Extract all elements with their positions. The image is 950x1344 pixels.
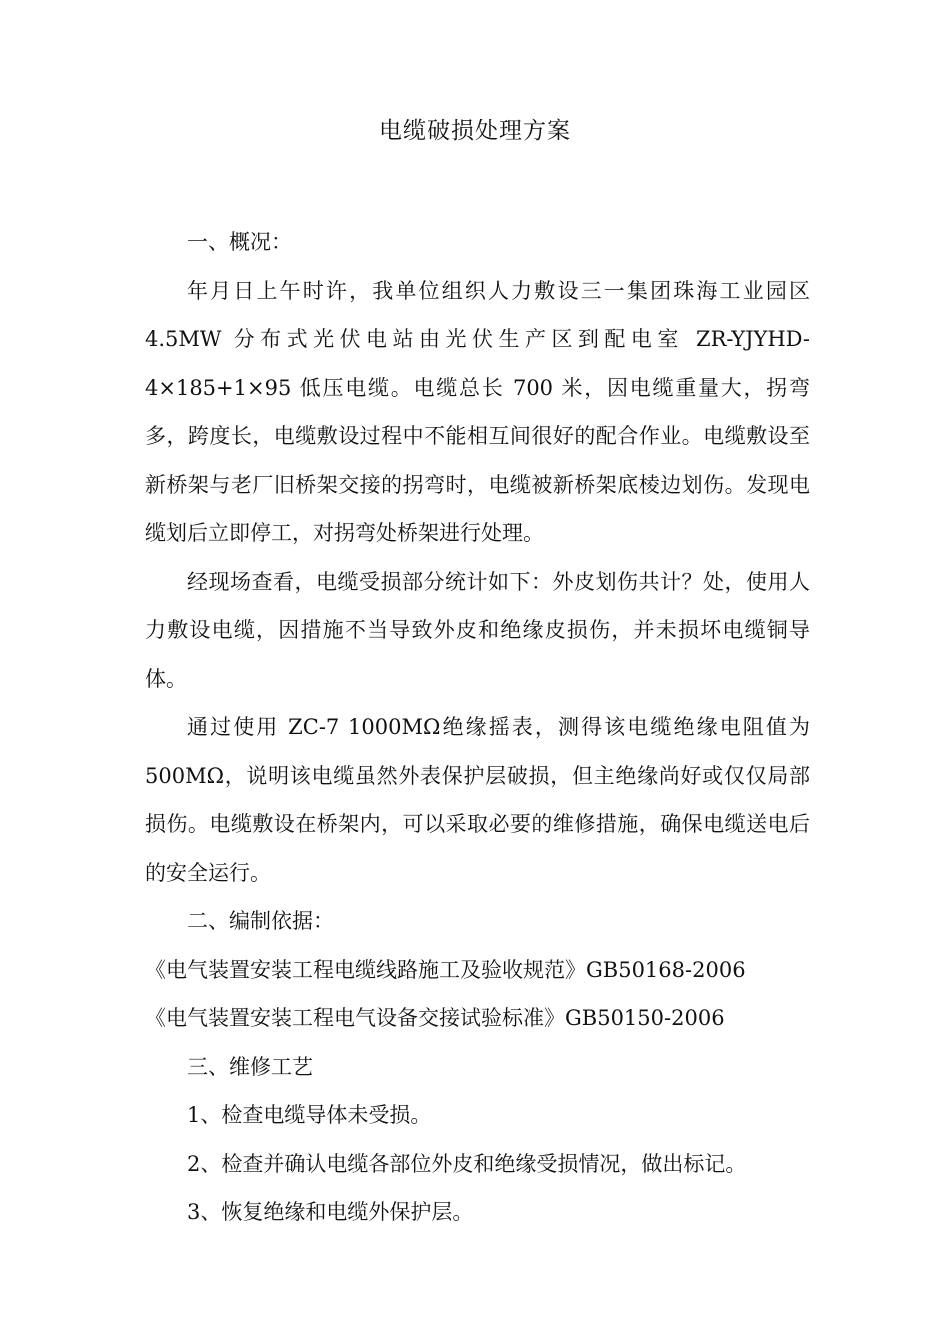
- overview-paragraph: 年月日上午时许，我单位组织人力敷设三一集团珠海工业园区 4.5MW 分布式光伏电站由光伏生产区到配电室 ZR-YJYHD-4×185+1×95 低压电缆。电缆总长 700 米，因电缆重量大，拐弯多，跨度长，电缆敷设过程中不能相互间很好的配合作业。电缆敷设至新桥架与老厂旧桥架交接的拐弯时，电缆被新桥架底棱边划伤。发现电缆划后立即停工，对拐弯处桥架进行处理。: [145, 278, 810, 545]
- reference-standard: 《电气装置安装工程电缆线路施工及验收规范》GB50168-2006: [145, 957, 746, 982]
- process-step: 1、检查电缆导体未受损。: [187, 1103, 432, 1127]
- process-step: 2、检查并确认电缆各部位外皮和绝缘受损情况，做出标记。: [187, 1151, 747, 1176]
- document-body: [145, 218, 810, 1237]
- section-heading-basis: 二、编制依据：: [187, 909, 334, 933]
- reference-standard: 《电气装置安装工程电气设备交接试验标准》GB50150-2006: [145, 1006, 725, 1030]
- section-heading-overview: 一、概况：: [187, 230, 292, 254]
- overview-paragraph: 经现场查看，电缆受损部分统计如下：外皮划伤共计？处，使用人力敷设电缆，因措施不当导致外皮和绝缘皮损伤，并未损坏电缆铜导体。: [145, 569, 810, 691]
- process-step: 3、恢复绝缘和电缆外保护层。: [187, 1200, 474, 1224]
- document-title: 电缆破损处理方案: [379, 118, 571, 144]
- section-heading-process: 三、维修工艺: [187, 1054, 313, 1079]
- overview-paragraph: 通过使用 ZC-7 1000MΩ绝缘摇表，测得该电缆绝缘电阻值为 500MΩ，说明该电缆虽然外表保护层破损，但主绝缘尚好或仅仅局部损伤。电缆敷设在桥架内，可以采取必要的维修措施，确保电缆送电后的安全运行。: [145, 715, 810, 885]
